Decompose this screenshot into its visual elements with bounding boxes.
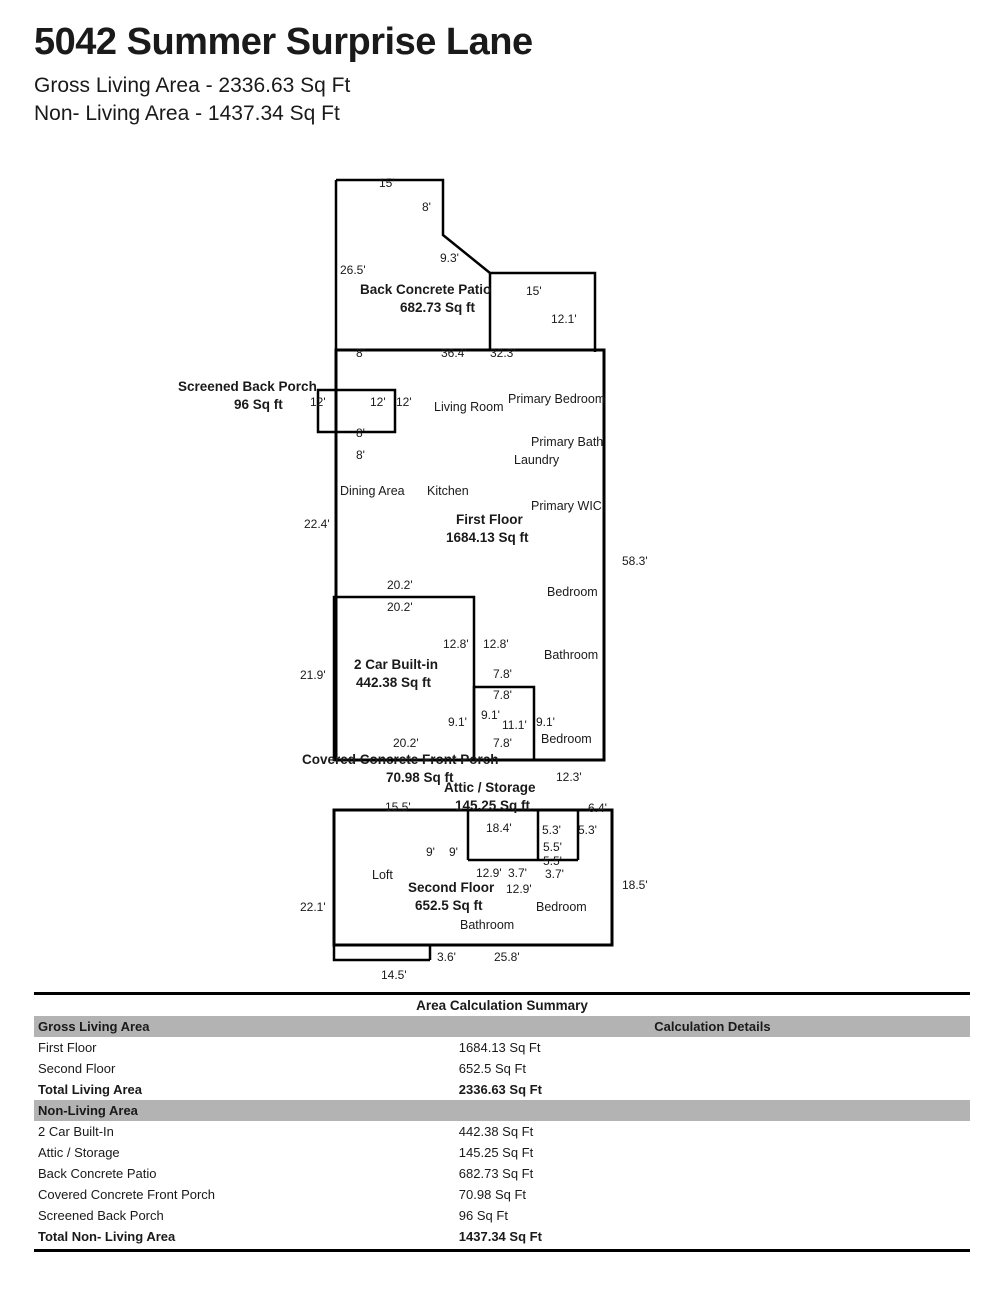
row-value-screened-back-porch: 96 Sq Ft — [458, 1208, 508, 1223]
dim-bump-bottom: 7.8' — [493, 736, 512, 750]
dim-bump-right: 9.1' — [536, 715, 555, 729]
dim-patio-right-upper: 8' — [422, 200, 431, 214]
dim-second-floor-bottom-b: 25.8' — [494, 950, 520, 964]
row-value-first-floor: 1684.13 Sq Ft — [458, 1040, 541, 1055]
row-label-2-car-built-in: 2 Car Built-In — [38, 1124, 114, 1139]
summary-title: Area Calculation Summary — [416, 998, 588, 1013]
dim-patio-bottom-right: 32.3' — [490, 346, 516, 360]
dim-porch-bottom-a: 8' — [356, 426, 365, 440]
dim-bump-inner: 11.1' — [502, 718, 527, 732]
room-bathroom-2: Bathroom — [460, 918, 515, 932]
room-dining-area: Dining Area — [340, 484, 405, 498]
row-value-attic-storage: 145.25 Sq Ft — [458, 1145, 534, 1160]
row-label-first-floor: First Floor — [38, 1040, 97, 1055]
row-label-covered-concrete-front-porch: Covered Concrete Front Porch — [38, 1187, 216, 1202]
area-name-second-floor: Second Floor — [408, 880, 495, 895]
dim-garage-top-b: 20.2' — [387, 600, 413, 614]
dim-second-floor-bottom-a: 3.6' — [437, 950, 456, 964]
row-label-total-living-area: Total Living Area — [38, 1082, 143, 1097]
dim-patio-right-top: 15' — [526, 284, 542, 298]
room-living-room: Living Room — [434, 400, 504, 414]
room-bedroom-2: Bedroom — [541, 732, 592, 746]
room-loft: Loft — [372, 868, 393, 882]
dim-garage-bottom: 20.2' — [393, 736, 419, 750]
dim-second-floor-left-b: 9' — [449, 845, 458, 859]
floor-plan-drawing — [0, 160, 1000, 990]
dim-patio-bottom-mid: 36.4' — [441, 346, 467, 360]
area-name-screened-back-porch: Screened Back Porch — [178, 379, 317, 394]
dim-bump-top-a: 7.8' — [493, 667, 512, 681]
dim-second-floor-inner-a: 12.9' — [476, 866, 502, 880]
dim-second-floor-left-a: 9' — [426, 845, 435, 859]
area-name-attic-storage: Attic / Storage — [444, 780, 536, 795]
non-living-area-subtitle: Non- Living Area - 1437.34 Sq Ft — [34, 102, 340, 126]
dim-second-floor-inner-d: 12.9' — [506, 882, 532, 896]
dim-first-floor-right: 58.3' — [622, 554, 648, 568]
section-value-spacer — [455, 1100, 970, 1121]
dim-second-floor-top-left: 15.5' — [385, 800, 411, 814]
dim-patio-right-lower: 12.1' — [551, 312, 577, 326]
area-name-2-car-built-in: 2 Car Built-in — [354, 657, 439, 672]
table-row — [34, 1205, 970, 1226]
dim-patio-diagonal: 9.3' — [440, 251, 459, 265]
dim-second-floor-top-mid: 18.4' — [486, 821, 512, 835]
dim-second-floor-left-side: 22.1' — [300, 900, 326, 914]
table-row — [34, 1058, 970, 1079]
row-label-back-concrete-patio: Back Concrete Patio — [38, 1166, 157, 1181]
table-row-total-non-living — [34, 1226, 970, 1247]
table-header-row — [34, 1016, 970, 1037]
table-row — [34, 1142, 970, 1163]
dim-porch-right-a: 12' — [370, 395, 386, 409]
room-primary-bath: Primary Bath — [531, 435, 604, 449]
dim-garage-left: 21.9' — [300, 668, 326, 682]
col-header-gross-living-area: Gross Living Area — [34, 1016, 455, 1037]
table-row — [34, 1163, 970, 1184]
dim-second-floor-inner-c: 3.7' — [545, 867, 564, 881]
dim-patio-top: 15' — [379, 176, 395, 190]
dim-second-floor-top-b: 5.3' — [578, 823, 597, 837]
dim-second-floor-mid-a: 5.5' — [543, 840, 562, 854]
area-calculation-summary — [34, 992, 970, 1252]
row-label-total-non-living-area: Total Non- Living Area — [38, 1229, 176, 1244]
table-row-total-living — [34, 1079, 970, 1100]
table-row — [34, 1037, 970, 1058]
room-laundry: Laundry — [514, 453, 560, 467]
section-header-non-living — [34, 1100, 970, 1121]
gross-living-area-subtitle: Gross Living Area - 2336.63 Sq Ft — [34, 73, 351, 97]
area-name-first-floor: First Floor — [456, 512, 523, 527]
dim-bump-left-b: 9.1' — [481, 708, 500, 722]
dim-porch-left: 12' — [310, 395, 326, 409]
dim-second-floor-inner-b: 3.7' — [508, 866, 527, 880]
area-value-back-concrete-patio: 682.73 Sq ft — [400, 300, 476, 315]
area-value-second-floor: 652.5 Sq ft — [415, 898, 483, 913]
table-row — [34, 1184, 970, 1205]
room-primary-bedroom: Primary Bedroom — [508, 392, 606, 406]
summary-bottom-rule — [34, 1249, 970, 1252]
row-value-back-concrete-patio: 682.73 Sq Ft — [458, 1166, 534, 1181]
row-value-covered-concrete-front-porch: 70.98 Sq Ft — [458, 1187, 527, 1202]
area-value-screened-back-porch: 96 Sq ft — [234, 397, 283, 412]
area-value-2-car-built-in: 442.38 Sq ft — [356, 675, 432, 690]
section-label-non-living-area: Non-Living Area — [34, 1100, 455, 1121]
dim-second-floor-mid-b: 5.5' — [543, 854, 562, 868]
dim-garage-right-b: 12.8' — [483, 637, 509, 651]
dim-second-floor-top-a: 5.3' — [542, 823, 561, 837]
dim-front-porch: 12.3' — [556, 770, 582, 784]
area-value-attic-storage: 145.25 Sq ft — [455, 798, 531, 813]
room-bathroom-1: Bathroom — [544, 648, 599, 662]
summary-table — [34, 1016, 970, 1247]
area-name-covered-concrete-front-porch: Covered Concrete Front Porch — [302, 752, 499, 767]
room-bedroom-3: Bedroom — [536, 900, 587, 914]
area-value-first-floor: 1684.13 Sq ft — [446, 530, 529, 545]
dim-second-floor-bottom-left: 14.5' — [381, 968, 407, 982]
row-value-total-non-living-area: 1437.34 Sq Ft — [458, 1229, 542, 1244]
row-label-second-floor: Second Floor — [38, 1061, 116, 1076]
dim-porch-bottom-b: 8' — [356, 448, 365, 462]
dim-first-floor-left: 22.4' — [304, 517, 330, 531]
dim-second-floor-right-side: 18.5' — [622, 878, 648, 892]
area-value-covered-concrete-front-porch: 70.98 Sq ft — [386, 770, 454, 785]
header — [34, 22, 934, 128]
dim-bump-left-a: 9.1' — [448, 715, 467, 729]
row-label-attic-storage: Attic / Storage — [38, 1145, 120, 1160]
row-label-screened-back-porch: Screened Back Porch — [38, 1208, 164, 1223]
dim-bump-top-b: 7.8' — [493, 688, 512, 702]
dim-porch-right-b: 12' — [396, 395, 412, 409]
room-primary-wic: Primary WIC — [531, 499, 602, 513]
row-value-second-floor: 652.5 Sq Ft — [458, 1061, 527, 1076]
room-bedroom-1: Bedroom — [547, 585, 598, 599]
page-title: 5042 Summer Surprise Lane — [34, 21, 533, 63]
table-row — [34, 1121, 970, 1142]
dim-second-floor-top-right: 6.4' — [588, 801, 607, 815]
dim-patio-left: 26.5' — [340, 263, 366, 277]
dim-garage-right-a: 12.8' — [443, 637, 469, 651]
area-name-back-concrete-patio: Back Concrete Patio — [360, 282, 492, 297]
row-value-2-car-built-in: 442.38 Sq Ft — [458, 1124, 534, 1139]
row-value-total-living-area: 2336.63 Sq Ft — [458, 1082, 542, 1097]
dim-garage-top-a: 20.2' — [387, 578, 413, 592]
dim-patio-bottom-left: 8' — [356, 346, 365, 360]
room-kitchen: Kitchen — [427, 484, 469, 498]
col-header-calculation-details: Calculation Details — [455, 1016, 970, 1037]
